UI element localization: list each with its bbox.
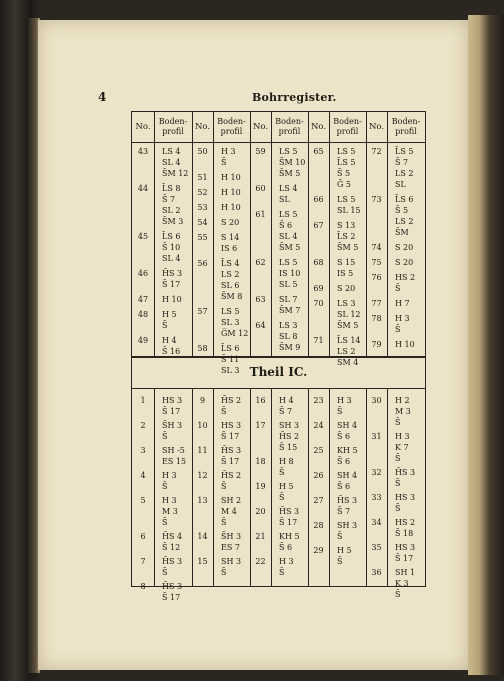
entry-number: 21	[255, 532, 266, 541]
profile-layer: S̄ 6	[337, 432, 351, 441]
entry-number: 47	[137, 295, 149, 304]
profile-layer: SL 2	[162, 206, 181, 215]
profile-layer: S̄	[221, 407, 227, 416]
entry-number: 25	[313, 446, 324, 455]
entry-number: 2	[140, 421, 146, 430]
profile-layer: LS 2	[395, 169, 414, 178]
entry-number: 57	[197, 307, 208, 316]
profile-layer: S̄M 8	[221, 292, 243, 301]
entry-number: 31	[371, 432, 382, 441]
section-title-rule	[132, 388, 425, 389]
profile-layer: S̄ 18	[395, 529, 414, 538]
profile-layer: H 5	[279, 482, 294, 491]
profile-layer: SL	[395, 180, 406, 189]
header-bodenprofil: Boden- profil	[275, 117, 304, 136]
profile-layer: SH -5	[162, 446, 185, 455]
profile-layer: S̄	[162, 432, 168, 441]
profile-layer: S̄	[162, 568, 168, 577]
profile-layer: H 3	[279, 557, 294, 566]
profile-layer: S 13	[337, 221, 356, 230]
profile-layer: S̄ 6	[337, 457, 351, 466]
profile-layer: H̄S 4	[162, 532, 183, 541]
entry-number: 58	[197, 344, 208, 353]
column-rule	[271, 388, 272, 586]
profile-layer: S̄ 17	[162, 407, 181, 416]
profile-layer: S̄H 3	[162, 421, 183, 430]
profile-layer: SL 4	[279, 232, 298, 241]
profile-layer: S̄M 10	[279, 158, 306, 167]
profile-layer: HS 3	[395, 493, 416, 502]
profile-layer: H 3	[395, 314, 410, 323]
entry-number: 22	[255, 557, 266, 566]
entry-number: 14	[197, 532, 208, 541]
profile-layer: H̄S 2	[221, 471, 242, 480]
profile-layer: S̄	[279, 468, 285, 477]
profile-layer: H 10	[395, 340, 415, 349]
entry-number: 65	[313, 147, 324, 156]
column-rule	[308, 388, 309, 586]
profile-layer: L̄S 14	[337, 336, 361, 345]
profile-layer: Ḡ 5	[337, 180, 352, 189]
entry-number: 69	[313, 284, 324, 293]
profile-layer: ES 15	[162, 457, 187, 466]
profile-layer: L̄S 6	[162, 232, 181, 241]
entry-number: 16	[255, 396, 266, 405]
profile-layer: S̄M 12	[162, 169, 189, 178]
profile-layer: LS 2	[395, 217, 414, 226]
profile-layer: LS 3	[279, 321, 298, 330]
column-rule	[329, 388, 330, 586]
profile-layer: L̄S 6	[395, 195, 414, 204]
profile-layer: S̄M 5	[337, 243, 359, 252]
profile-layer: HS 2	[395, 273, 416, 282]
profile-layer: S̄	[395, 418, 401, 427]
entry-number: 28	[313, 521, 324, 530]
entry-number: 27	[313, 496, 324, 505]
profile-layer: S̄ 7	[279, 407, 293, 416]
profile-layer: HS 3	[221, 421, 242, 430]
profile-layer: ES 7	[221, 543, 240, 552]
profile-layer: H̄S 3	[162, 557, 183, 566]
profile-layer: H 10	[221, 203, 241, 212]
profile-layer: LS 5	[337, 147, 356, 156]
profile-layer: S̄	[162, 482, 168, 491]
entry-number: 45	[137, 232, 149, 241]
profile-layer: SH 3	[221, 557, 242, 566]
column-rule	[213, 388, 214, 586]
entry-number: 30	[371, 396, 382, 405]
entry-number: 8	[140, 582, 146, 591]
entry-number: 50	[197, 147, 208, 156]
profile-layer: SL 5	[279, 280, 298, 289]
entry-number: 35	[371, 543, 382, 552]
profile-layer: S̄M 4	[337, 358, 359, 367]
entry-number: 66	[313, 195, 324, 204]
profile-layer: S̄ 11	[221, 355, 240, 364]
profile-layer: S̄ 12	[162, 543, 181, 552]
profile-layer: IS 10	[279, 269, 301, 278]
entry-number: 18	[255, 457, 266, 466]
profile-layer: M 3	[395, 407, 411, 416]
entry-number: 60	[255, 184, 266, 193]
entry-number: 51	[197, 173, 208, 182]
profile-layer: LS 5	[279, 210, 298, 219]
entry-number: 61	[255, 210, 266, 219]
profile-layer: H 3	[337, 396, 352, 405]
header-no: No.	[310, 122, 327, 132]
profile-layer: S̄M 5	[279, 243, 301, 252]
profile-layer: S 14	[221, 233, 240, 242]
profile-layer: H 10	[221, 173, 241, 182]
profile-layer: H 5	[162, 310, 177, 319]
profile-layer: SL 15	[337, 206, 361, 215]
entry-number: 29	[313, 546, 324, 555]
profile-layer: H̄S 3	[162, 582, 183, 591]
profile-layer: S̄M 5	[279, 169, 301, 178]
entry-number: 48	[137, 310, 149, 319]
bohrregister-table-2	[131, 356, 426, 602]
column-rule	[271, 112, 272, 357]
profile-layer: S̄M 5	[337, 321, 359, 330]
profile-layer: S 20	[395, 243, 414, 252]
entry-number: 77	[371, 299, 382, 308]
profile-layer: LS 5	[337, 195, 356, 204]
profile-layer: S̄ 17	[279, 518, 298, 527]
profile-layer: SL 3	[221, 366, 240, 375]
header-bodenprofil: Boden- profil	[333, 117, 362, 136]
header-no: No.	[252, 122, 269, 132]
entry-number: 78	[371, 314, 382, 323]
entry-number: 20	[255, 507, 266, 516]
entry-number: 71	[313, 336, 324, 345]
column-rule	[213, 112, 214, 357]
entry-number: 33	[371, 493, 382, 502]
profile-layer: M 3	[162, 507, 178, 516]
profile-layer: LS 3	[337, 299, 356, 308]
profile-layer: SH 1	[395, 568, 416, 577]
profile-layer: SH 4	[337, 421, 358, 430]
profile-layer: S̄	[279, 493, 285, 502]
profile-layer: SH 3	[337, 521, 358, 530]
profile-layer: S̄ 6	[279, 221, 293, 230]
profile-layer: S 20	[337, 284, 356, 293]
profile-layer: S̄M 3	[162, 217, 184, 226]
profile-layer: S 20	[395, 258, 414, 267]
profile-layer: S̄H 3	[221, 532, 242, 541]
profile-layer: H̄S 3	[337, 496, 358, 505]
profile-layer: L̄S 8	[162, 184, 181, 193]
entry-number: 26	[313, 471, 324, 480]
profile-layer: KH 5	[337, 446, 358, 455]
profile-layer: S̄	[395, 325, 401, 334]
entry-number: 44	[137, 184, 149, 193]
profile-layer: H 8	[279, 457, 294, 466]
entry-number: 11	[197, 446, 208, 455]
profile-layer: H̄S 2	[221, 396, 242, 405]
profile-layer: L̄S 5	[337, 158, 356, 167]
entry-number: 49	[137, 336, 149, 345]
profile-layer: G̅M 12	[221, 329, 249, 338]
section-title: Theil IC.	[249, 365, 308, 379]
entry-number: 15	[197, 557, 208, 566]
profile-layer: S̄ 10	[162, 243, 181, 252]
profile-layer: H 3	[221, 147, 236, 156]
profile-layer: S̄ 17	[221, 457, 240, 466]
profile-layer: S̄	[221, 518, 227, 527]
profile-layer: L̄S 2	[337, 232, 356, 241]
profile-layer: L̄S 6	[221, 344, 240, 353]
profile-layer: S̄	[395, 504, 401, 513]
profile-layer: S̄M 9	[279, 343, 301, 352]
profile-layer: H̄S 3	[221, 446, 242, 455]
entry-number: 24	[313, 421, 324, 430]
profile-layer: H 3	[162, 496, 177, 505]
profile-layer: S̄	[395, 284, 401, 293]
profile-layer: S̄ 17	[221, 432, 240, 441]
entry-number: 63	[255, 295, 266, 304]
entry-number: 36	[371, 568, 382, 577]
header-rule	[132, 142, 425, 143]
profile-layer: S̄ 7	[162, 195, 176, 204]
header-no: No.	[194, 122, 211, 132]
profile-layer: SL 4	[162, 254, 181, 263]
profile-layer: SL 3	[221, 318, 240, 327]
profile-layer: S̄	[395, 454, 401, 463]
entry-number: 72	[371, 147, 382, 156]
profile-layer: LS 5	[279, 258, 298, 267]
profile-layer: H 4	[162, 336, 177, 345]
entry-number: 76	[371, 273, 382, 282]
profile-layer: S̄	[162, 321, 168, 330]
entry-number: 79	[371, 340, 382, 349]
entry-number: 70	[313, 299, 324, 308]
profile-layer: H 10	[162, 295, 182, 304]
header-no: No.	[135, 122, 151, 132]
profile-layer: H̄S 3	[279, 507, 300, 516]
entry-number: 64	[255, 321, 266, 330]
entry-number: 43	[137, 147, 149, 156]
profile-layer: K 3	[395, 579, 409, 588]
profile-layer: SL	[279, 195, 290, 204]
profile-layer: SH 2	[221, 496, 242, 505]
profile-layer: SL 7	[279, 295, 298, 304]
profile-layer: LS 4	[162, 147, 181, 156]
profile-layer: S̄	[279, 568, 285, 577]
profile-layer: S̄ 16	[162, 347, 181, 356]
profile-layer: S̄ 17	[162, 280, 181, 289]
profile-layer: S̄ 7	[337, 507, 351, 516]
profile-layer: SL 8	[279, 332, 298, 341]
profile-layer: S̄	[395, 590, 401, 599]
entry-number: 7	[140, 557, 146, 566]
profile-layer: S̄	[337, 557, 343, 566]
profile-layer: H̄S 2	[279, 432, 300, 441]
entry-number: 9	[199, 396, 206, 405]
profile-layer: HS 3	[162, 396, 183, 405]
column-rule	[387, 388, 388, 586]
profile-layer: IS 6	[221, 244, 238, 253]
entry-number: 34	[371, 518, 382, 527]
column-rule	[154, 112, 155, 357]
profile-layer: S̄ 7	[395, 158, 409, 167]
profile-layer: M 4	[221, 507, 237, 516]
header-no: No.	[368, 122, 385, 132]
entry-number: 73	[371, 195, 382, 204]
profile-layer: S̄ 5	[337, 169, 351, 178]
profile-layer: H̄S 3	[395, 468, 416, 477]
profile-layer: SH 3	[279, 421, 300, 430]
entry-number: 23	[313, 396, 324, 405]
entry-number: 5	[140, 496, 146, 505]
profile-layer: L̄S 5	[395, 147, 414, 156]
column-rule	[366, 388, 367, 586]
profile-layer: S̄	[221, 568, 227, 577]
column-rule	[329, 112, 330, 357]
entry-number: 68	[313, 258, 324, 267]
profile-layer: S 15	[337, 258, 356, 267]
entry-number: 6	[140, 532, 146, 541]
entry-number: 3	[140, 446, 146, 455]
profile-layer: SL 6	[221, 281, 240, 290]
profile-layer: S̄	[337, 407, 343, 416]
profile-layer: S̄	[221, 482, 227, 491]
header-bodenprofil: Boden- profil	[217, 117, 246, 136]
profile-layer: H 5	[337, 546, 352, 555]
entry-number: 54	[197, 218, 208, 227]
entry-number: 1	[140, 396, 146, 405]
profile-layer: SH 4	[337, 471, 358, 480]
profile-layer: S̄ 15	[279, 443, 298, 452]
profile-layer: H 4	[279, 396, 294, 405]
entry-number: 62	[255, 258, 266, 267]
entry-number: 55	[197, 233, 208, 242]
profile-layer: H 3	[162, 471, 177, 480]
profile-layer: LS 2	[337, 347, 356, 356]
profile-layer: IS 5	[337, 269, 354, 278]
entry-number: 46	[137, 269, 149, 278]
profile-layer: LS 4	[279, 184, 298, 193]
profile-layer: H̄S 3	[162, 269, 183, 278]
profile-layer: SL 12	[337, 310, 361, 319]
column-rule	[154, 388, 155, 586]
profile-layer: S̄	[337, 532, 343, 541]
entry-number: 19	[255, 482, 266, 491]
entry-number: 75	[371, 258, 382, 267]
profile-layer: LS 5	[221, 307, 240, 316]
profile-layer: L̄S 4	[221, 259, 240, 268]
profile-layer: H 10	[221, 188, 241, 197]
profile-layer: LS 2	[221, 270, 240, 279]
entry-number: 53	[197, 203, 208, 212]
entry-number: 52	[197, 188, 208, 197]
profile-layer: H 2	[395, 396, 410, 405]
profile-layer: LS 5	[279, 147, 298, 156]
column-rule	[387, 112, 388, 357]
entry-number: 59	[255, 147, 266, 156]
profile-layer: S̄M	[395, 228, 409, 237]
profile-layer: S̄	[221, 158, 227, 167]
entry-number: 13	[197, 496, 208, 505]
entry-number: 17	[255, 421, 266, 430]
profile-layer: KH 5	[279, 532, 300, 541]
profile-layer: H 7	[395, 299, 410, 308]
profile-layer: HS 2	[395, 518, 416, 527]
profile-layer: S̄ 6	[337, 482, 351, 491]
profile-layer: S̄ 6	[279, 543, 293, 552]
profile-layer: S̄	[395, 479, 401, 488]
running-head: Bohrregister.	[252, 91, 337, 104]
profile-layer: S̄	[162, 518, 168, 527]
entry-number: 12	[197, 471, 208, 480]
profile-layer: S̄ 17	[162, 593, 181, 602]
entry-number: 32	[371, 468, 382, 477]
header-bodenprofil: Boden- profil	[158, 117, 188, 136]
profile-layer: S̄ 5	[395, 206, 409, 215]
right-page-edge	[468, 15, 504, 675]
entry-number: 74	[371, 243, 382, 252]
header-bodenprofil: Boden- profil	[391, 117, 421, 136]
entry-number: 4	[140, 471, 146, 480]
profile-layer: S̄M 7	[279, 306, 301, 315]
profile-layer: S̄ 17	[395, 554, 414, 563]
entry-number: 67	[313, 221, 324, 230]
profile-layer: S 20	[221, 218, 240, 227]
entry-number: 56	[197, 259, 208, 268]
entry-number: 10	[197, 421, 208, 430]
profile-layer: HS 3	[395, 543, 416, 552]
profile-layer: K 7	[395, 443, 409, 452]
profile-layer: H 3	[395, 432, 410, 441]
profile-layer: SL 4	[162, 158, 181, 167]
page-number: 4	[98, 90, 107, 104]
